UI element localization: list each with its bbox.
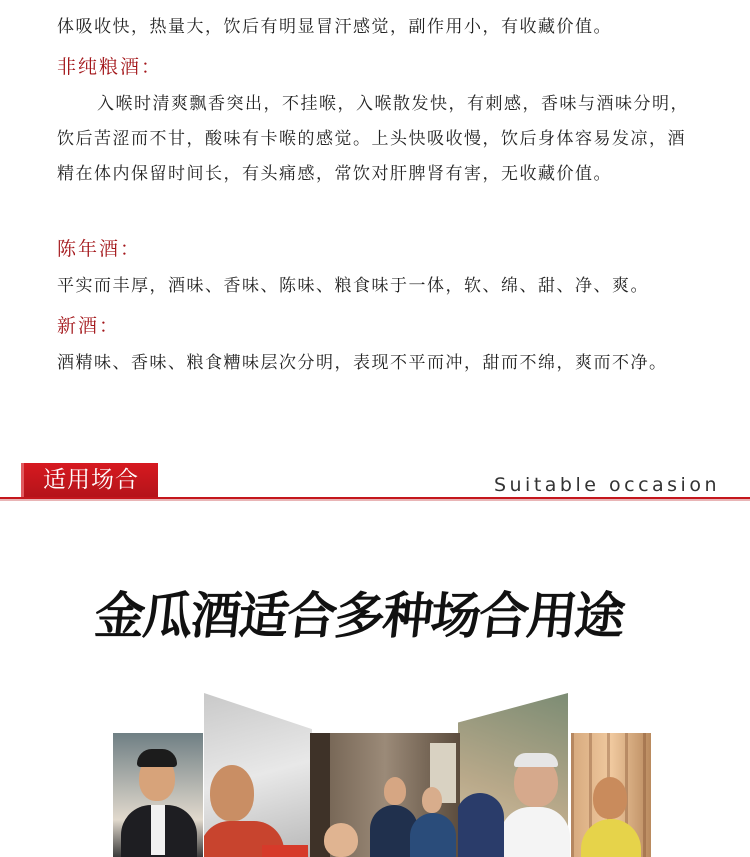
section-divider xyxy=(0,497,750,499)
photo-man-yellow-shirt xyxy=(571,733,651,857)
section-english-title: Suitable occasion xyxy=(493,474,720,496)
aged-liquor-heading: 陈年酒： xyxy=(57,238,142,260)
section-tag: 适用场合 xyxy=(24,463,158,497)
aged-liquor-text: 平实而丰厚，酒味、香味、陈味、粮食味于一体，软、绵、甜、净、爽。 xyxy=(57,276,649,296)
new-liquor-text: 酒精味、香味、粮食糟味层次分明，表现不平而冲，甜而不绵，爽而不净。 xyxy=(57,353,668,373)
photo-elderly-man-toast xyxy=(204,733,310,857)
section-divider-shadow xyxy=(0,499,750,501)
banner-title: 金瓜酒适合多种场合用途 xyxy=(91,586,627,645)
photo-young-man xyxy=(113,733,203,857)
pure-grain-tail-text: 体吸收快，热量大，饮后有明显冒汗感觉，副作用小，有收藏价值。 xyxy=(57,17,612,37)
photo-elderly-man-dining xyxy=(458,733,570,857)
non-pure-grain-text: 入喉时清爽飘香突出，不挂喉，入喉散发快，有刺感，香味与酒味分明，饮后苦涩而不甘，酸味有卡喉的感觉。上头快吸收慢，饮后身体容易发凉，酒精在体内保留时间长，有头痛感，常饮对肝脾肾有害，无收藏价值。 xyxy=(57,94,689,184)
photo-group-gathering xyxy=(310,733,460,857)
non-pure-grain-heading: 非纯粮酒： xyxy=(57,56,163,78)
new-liquor-heading: 新酒： xyxy=(57,315,121,337)
